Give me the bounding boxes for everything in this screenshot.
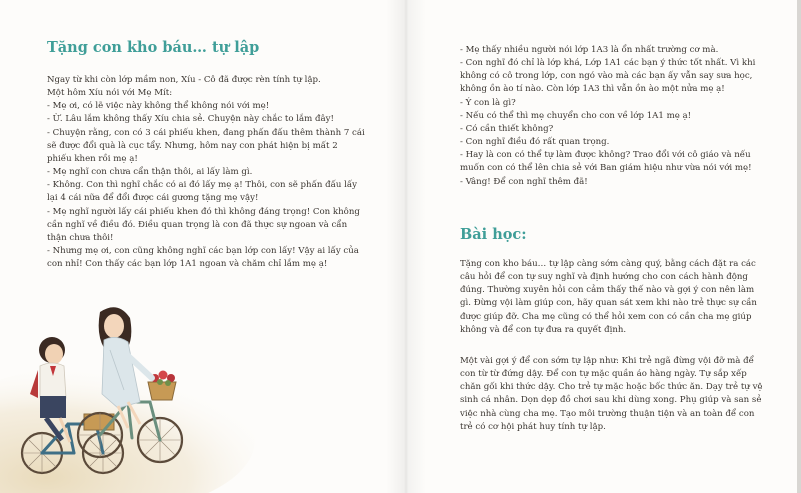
story-text xyxy=(47,74,365,271)
dialogue-line: - Mẹ thấy nhiều người nói lớp 1A3 là ổn nhất trường cơ mà. xyxy=(460,45,719,55)
story-line: - Nhưng mẹ ơi, con cũng không nghĩ các bạn lớp con lấy! Vậy ai lấy của con nhỉ! Con thấy các bạn lớp 1A1 ngoan và chăm chỉ lắm mẹ ạ! xyxy=(47,246,359,270)
story-line: - Mẹ nghĩ con chưa cẩn thận thôi, ai lấy làm gì. xyxy=(47,167,253,178)
bicycle-illustration xyxy=(0,290,260,493)
lesson-heading: Bài học: xyxy=(460,226,527,243)
story-line: - Không. Con thì nghĩ chắc có ai đó lấy mẹ ạ! Thôi, con sẽ phấn đấu lấy lại 4 cái nữa để đổi được cái gương tặng mẹ vậy! xyxy=(47,180,358,204)
story-line: Một hôm Xíu nói với Mẹ Mít: xyxy=(47,88,173,99)
story-line: Ngay từ khi còn lớp mầm non, Xíu - Cô đã được rèn tính tự lập. xyxy=(47,75,321,85)
story-line: - Ừ. Lâu lắm không thấy Xíu chia sẻ. Chuyện này chắc to lắm đây! xyxy=(47,114,334,125)
story-line: - Mẹ ơi, có lẽ việc này không thể không nói với mẹ! xyxy=(47,101,270,112)
story-line: - Chuyện rằng, con có 3 cái phiếu khen, đang phấn đấu thêm thành 7 cái sẽ được đổi quà là cục tẩy. Nhưng, hôm nay con phát hiện bị mất 2 phiếu khen rồi mẹ ạ! xyxy=(47,127,365,164)
dialogue-line: - Con nghĩ đó chỉ là lớp khá, Lớp 1A1 các bạn ý thức tốt nhất. Vì khi không có cô trong lớp, con ngó vào mà các bạn ấy vẫn say sưa học, không ồn ào tí nào. Còn lớp 1A3 thì vẫn ồn ào một nửa mẹ ạ! xyxy=(460,58,756,95)
dialogue-line: - Nếu có thể thì mẹ chuyển cho con về lớp 1A1 mẹ ạ! xyxy=(460,110,692,121)
page-gutter xyxy=(386,0,426,493)
lesson-paragraph: Tặng con kho báu… tự lập càng sớm càng quý, bằng cách đặt ra các câu hỏi để con tự suy nghĩ và định hướng cho con cách hành động đúng. Thường xuyên hỏi con cảm thấy thế nào và gợi ý con nên làm gì. Đừng vội làm giúp con, hãy quan sát xem khi nào trẻ thực sự cần được giúp đỡ. Cha mẹ cũng có thể hỏi xem con có cần cha mẹ giúp không và để con tự đưa ra quyết định. xyxy=(460,259,757,335)
dialogue-line: - Hay là con có thể tự làm được không? Trao đổi với cô giáo và nếu muốn con có thể lên chia sẻ với Ban giám hiệu như vừa nói với mẹ! xyxy=(460,150,752,174)
story-line: - Mẹ nghĩ người lấy cái phiếu khen đó thì không đáng trọng! Con không cần nghĩ về điều đó. Điều quan trọng là con đã thực sự ngoan và cẩn thận chưa thôi! xyxy=(47,206,360,243)
lesson-paragraph: Một vài gợi ý để con sớm tự lập như: Khi trẻ ngã đừng vội đỡ mà để con từ từ đứng dậy. Để con tự mặc quần áo hàng ngày. Tự sắp xếp chăn gối khi thức dậy. Cho trẻ tự mặc hoặc bốc thức ăn. Dạy trẻ tự vệ sinh cá nhân. Dọn dẹp đồ chơi sau khi dùng xong. Phụ giúp và san sẻ việc nhà cùng cha mẹ. Tạo môi trường thuận tiện và an toàn để con trẻ có cơ hội phát huy tính tự lập. xyxy=(460,356,763,432)
story-title: Tặng con kho báu… tự lập xyxy=(47,39,260,56)
dialogue-line: - Ý con là gì? xyxy=(460,97,516,108)
dialogue-line: - Có cần thiết không? xyxy=(460,123,554,134)
page-edge xyxy=(797,0,801,493)
left-page xyxy=(0,0,400,493)
dialogue-continued xyxy=(460,44,766,189)
dialogue-line: - Con nghĩ điều đó rất quan trọng. xyxy=(460,137,610,148)
dialogue-line: - Vâng! Để con nghĩ thêm đã! xyxy=(460,176,588,187)
